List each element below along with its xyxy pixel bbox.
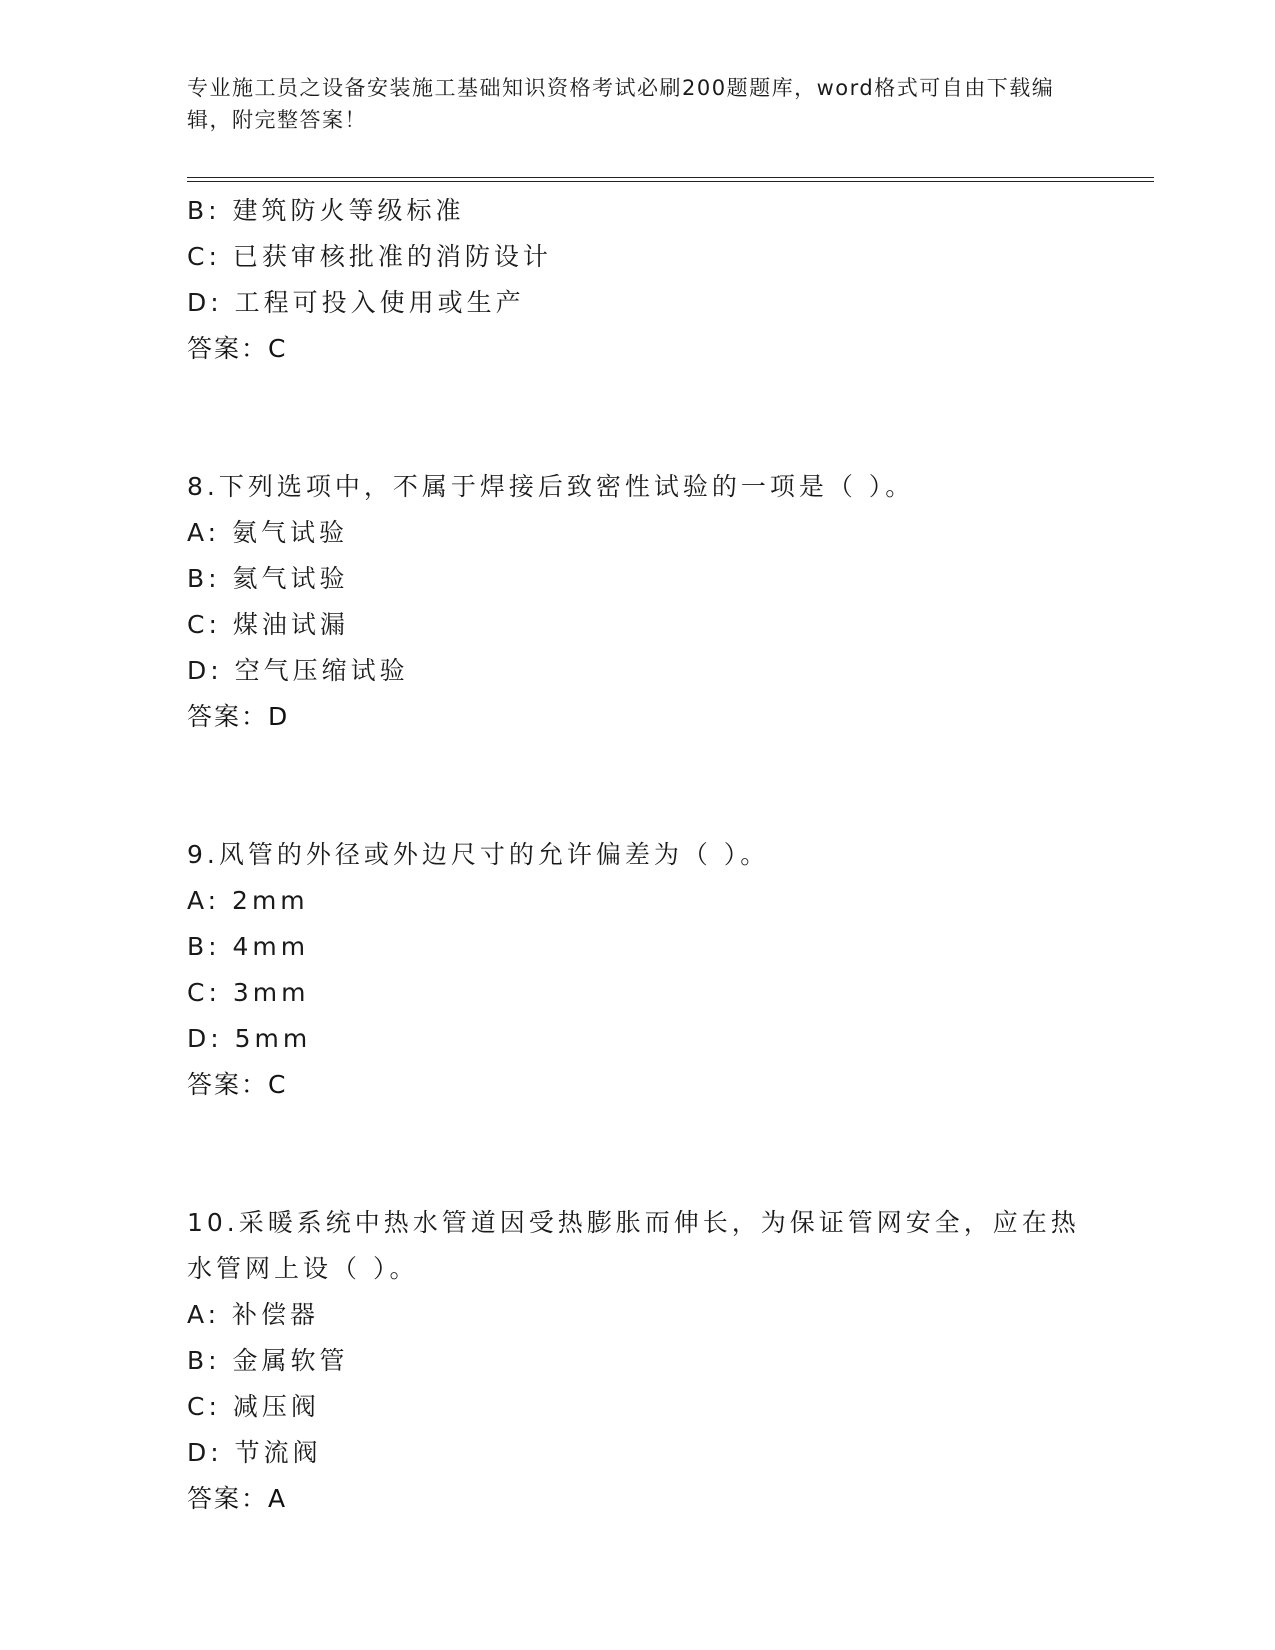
answer-line: 答案：D <box>187 702 290 731</box>
option-b: B: 氦气试验 <box>187 564 349 593</box>
question-stem: 9.风管的外径或外边尺寸的允许偏差为（ ）。 <box>187 840 770 869</box>
option-b: B: 建筑防火等级标准 <box>187 196 465 225</box>
answer-line: 答案：A <box>187 1484 288 1513</box>
option-a: A: 氨气试验 <box>187 518 349 547</box>
option-a: A: 2mm <box>187 886 309 915</box>
option-a: A: 补偿器 <box>187 1300 320 1329</box>
header-divider <box>187 177 1154 182</box>
option-b: B: 金属软管 <box>187 1346 349 1375</box>
question-stem: 10.采暖系统中热水管道因受热膨胀而伸长，为保证管网安全，应在热水管网上设（ ）。 <box>187 1208 1080 1283</box>
question-9 <box>187 832 1087 1108</box>
question-fragment <box>187 188 1087 372</box>
question-8 <box>187 464 1087 740</box>
option-b: B: 4mm <box>187 932 310 961</box>
answer-line: 答案：C <box>187 334 288 363</box>
option-c: C: 煤油试漏 <box>187 610 349 639</box>
option-d: D: 5mm <box>187 1024 312 1053</box>
option-d: D: 工程可投入使用或生产 <box>187 288 525 317</box>
option-c: C: 减压阀 <box>187 1392 320 1421</box>
document-header: 专业施工员之设备安装施工基础知识资格考试必刷200题题库，word格式可自由下载编辑，附完整答案！ <box>187 76 1055 132</box>
option-c: C: 已获审核批准的消防设计 <box>187 242 552 271</box>
option-d: D: 节流阀 <box>187 1438 322 1467</box>
document-body <box>187 188 1087 1522</box>
option-d: D: 空气压缩试验 <box>187 656 409 685</box>
question-10 <box>187 1200 1087 1522</box>
question-stem: 8.下列选项中，不属于焊接后致密性试验的一项是（ ）。 <box>187 472 915 501</box>
answer-line: 答案：C <box>187 1070 288 1099</box>
option-c: C: 3mm <box>187 978 310 1007</box>
